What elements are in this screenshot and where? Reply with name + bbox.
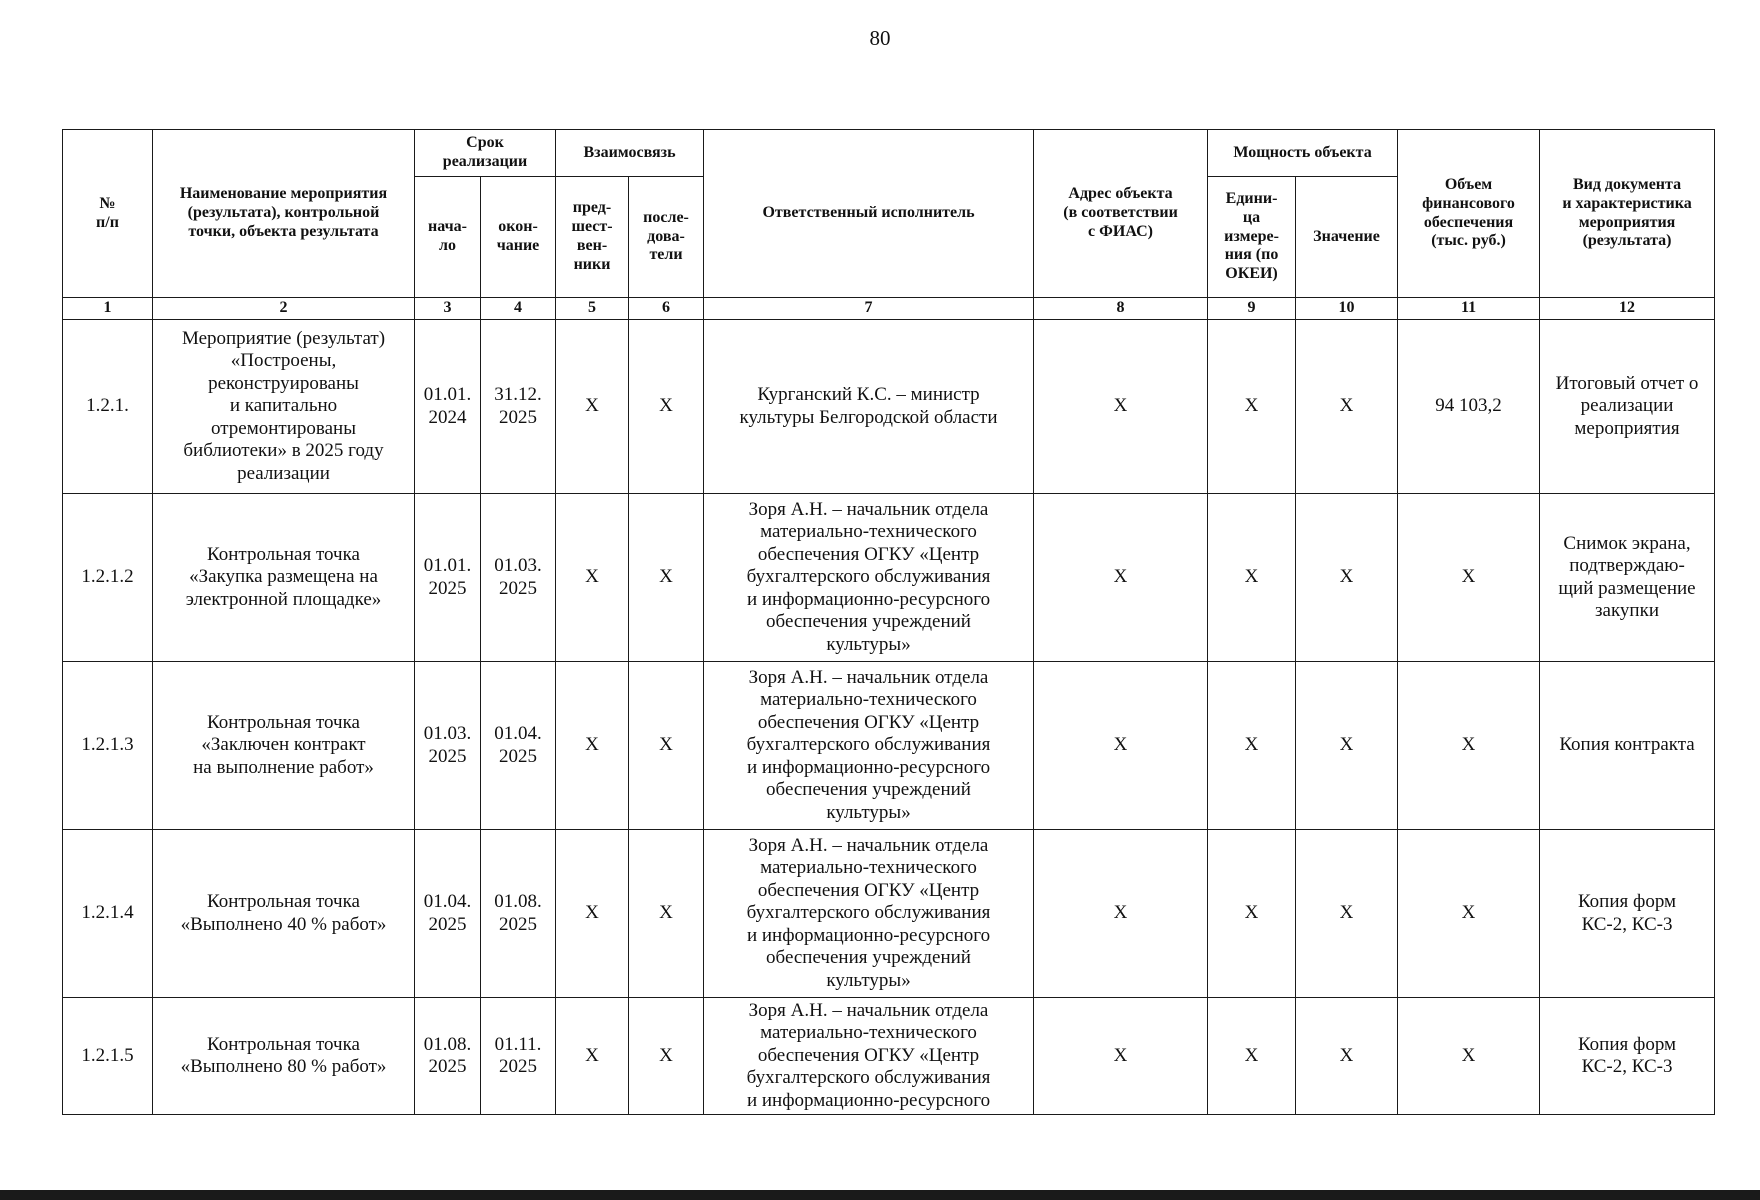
text-line: 2025: [499, 745, 537, 767]
column-number: 11: [1398, 298, 1540, 320]
text-line: 2025: [428, 1056, 467, 1078]
row-successors: Х: [629, 320, 704, 494]
text-line: 2025: [428, 577, 467, 599]
row-end-date: [481, 830, 556, 998]
text-line: 2024: [428, 406, 467, 428]
text-line: и информационно-ресурсного: [746, 924, 991, 946]
row-end-date: [481, 494, 556, 662]
text-line: Копия форм: [1577, 1033, 1677, 1055]
text-line: 01.01.: [423, 384, 472, 406]
row-address: Х: [1034, 998, 1208, 1115]
text-line: 2025: [428, 745, 467, 767]
table-body: [63, 320, 1715, 1115]
text-line: и информационно-ресурсного: [746, 1089, 991, 1111]
text-line: «Построены,: [230, 350, 337, 372]
row-predecessors: Х: [556, 830, 629, 998]
text-line: (в соответствии: [1063, 204, 1178, 222]
row-responsible: [704, 494, 1034, 662]
row-document: [1540, 494, 1715, 662]
text-line: ОКЕИ): [1225, 265, 1278, 283]
text-line: материально-технического: [760, 857, 977, 879]
row-address: Х: [1034, 320, 1208, 494]
text-line: точки, объекта результата: [188, 222, 379, 240]
text-line: после-: [643, 208, 689, 226]
text-line: окон-: [498, 218, 538, 236]
text-line: Адрес объекта: [1068, 185, 1173, 203]
row-document: [1540, 830, 1715, 998]
text-line: реализации: [442, 153, 528, 170]
text-line: Контрольная точка: [207, 891, 360, 913]
text-line: мероприятия: [1574, 417, 1680, 439]
row-responsible: [704, 320, 1034, 494]
text-line: Едини-: [1225, 189, 1278, 207]
row-unit: Х: [1208, 494, 1296, 662]
text-line: Контрольная точка: [207, 711, 360, 733]
text-line: 01.08.: [494, 891, 542, 913]
text-line: культуры Белгородской области: [739, 406, 998, 428]
column-number: 4: [481, 298, 556, 320]
text-line: Курганский К.С. – министр: [757, 384, 980, 406]
text-line: 01.03.: [494, 555, 542, 577]
text-line: с ФИАС): [1088, 222, 1153, 240]
text-line: 01.08.: [423, 1033, 472, 1055]
row-value: Х: [1296, 830, 1398, 998]
text-line: на выполнение работ»: [193, 756, 374, 778]
row-start-date: [415, 320, 481, 494]
text-line: обеспечения: [1423, 213, 1514, 231]
row-finance: Х: [1398, 494, 1540, 662]
column-number: 12: [1540, 298, 1715, 320]
column-number: 3: [415, 298, 481, 320]
text-line: обеспечения ОГКУ «Центр: [757, 711, 980, 733]
text-line: Копия контракта: [1559, 734, 1695, 756]
text-line: 2025: [428, 913, 467, 935]
text-line: бухгалтерского обслуживания: [746, 902, 991, 924]
text-line: отремонтированы: [211, 417, 356, 439]
row-successors: Х: [629, 494, 704, 662]
row-number: 1.2.1.4: [63, 830, 153, 998]
text-line: культуры»: [826, 969, 911, 991]
header-num: [63, 130, 153, 298]
table-row: [63, 320, 1715, 494]
row-name: [153, 320, 415, 494]
text-line: электронной площадке»: [185, 588, 382, 610]
header-address: [1034, 130, 1208, 298]
text-line: ники: [573, 255, 611, 273]
column-number: 9: [1208, 298, 1296, 320]
text-line: и информационно-ресурсного: [746, 756, 991, 778]
text-line: 01.04.: [494, 723, 542, 745]
row-predecessors: Х: [556, 320, 629, 494]
row-end-date: [481, 998, 556, 1115]
row-start-date: [415, 830, 481, 998]
table-row: [63, 998, 1715, 1115]
text-line: Наименование мероприятия: [179, 185, 388, 203]
text-line: Срок: [466, 134, 504, 152]
header-predecessors: [556, 177, 629, 298]
text-line: дова-: [647, 227, 685, 245]
header-responsible: Ответственный исполнитель: [704, 130, 1034, 298]
row-document: [1540, 320, 1715, 494]
text-line: финансового: [1422, 194, 1515, 212]
column-number-row: [63, 298, 1715, 320]
text-line: обеспечения ОГКУ «Центр: [757, 879, 980, 901]
text-line: «Закупка размещена на: [189, 566, 378, 588]
row-successors: Х: [629, 662, 704, 830]
row-predecessors: Х: [556, 998, 629, 1115]
row-finance: Х: [1398, 998, 1540, 1115]
text-line: материально-технического: [760, 689, 977, 711]
header-name: [153, 130, 415, 298]
text-line: и характеристика: [1562, 194, 1692, 212]
row-address: Х: [1034, 662, 1208, 830]
row-unit: Х: [1208, 320, 1296, 494]
text-line: (результата), контрольной: [187, 204, 380, 222]
plan-table: [62, 129, 1715, 1115]
text-line: 2025: [499, 577, 537, 599]
header-successors: [629, 177, 704, 298]
text-line: Контрольная точка: [207, 543, 360, 565]
row-predecessors: Х: [556, 494, 629, 662]
text-line: обеспечения учреждений: [766, 947, 971, 969]
text-line: «Выполнено 40 % работ»: [180, 913, 387, 935]
text-line: тели: [649, 246, 683, 264]
text-line: Объем: [1444, 175, 1493, 193]
text-line: бухгалтерского обслуживания: [746, 734, 991, 756]
row-number: 1.2.1.5: [63, 998, 153, 1115]
row-start-date: [415, 998, 481, 1115]
text-line: 01.03.: [423, 723, 472, 745]
text-line: №: [99, 194, 116, 212]
text-line: ца: [1242, 208, 1261, 226]
text-line: «Заключен контракт: [201, 734, 366, 756]
text-line: бухгалтерского обслуживания: [746, 1067, 991, 1089]
row-name: [153, 662, 415, 830]
text-line: 2025: [499, 913, 537, 935]
row-unit: Х: [1208, 830, 1296, 998]
text-line: Зоря А.Н. – начальник отдела: [748, 499, 989, 521]
row-unit: Х: [1208, 662, 1296, 830]
text-line: Зоря А.Н. – начальник отдела: [748, 667, 989, 689]
row-address: Х: [1034, 494, 1208, 662]
row-value: Х: [1296, 320, 1398, 494]
row-end-date: [481, 662, 556, 830]
header-value: Значение: [1296, 177, 1398, 298]
text-line: вен-: [576, 237, 608, 254]
text-line: ло: [439, 237, 456, 254]
text-line: КС-2, КС-3: [1581, 913, 1673, 935]
text-line: обеспечения ОГКУ «Центр: [757, 1044, 980, 1066]
column-number: 8: [1034, 298, 1208, 320]
text-line: Зоря А.Н. – начальник отдела: [748, 835, 989, 857]
text-line: (результата): [1582, 232, 1672, 250]
row-name: [153, 998, 415, 1115]
text-line: пред-: [572, 199, 612, 217]
text-line: ния (по: [1224, 246, 1279, 264]
column-number: 5: [556, 298, 629, 320]
row-document: [1540, 998, 1715, 1115]
column-number: 10: [1296, 298, 1398, 320]
header-term: [415, 130, 556, 177]
table-header: [63, 130, 1715, 320]
text-line: закупки: [1595, 599, 1659, 621]
text-line: мероприятия: [1578, 213, 1676, 231]
text-line: (тыс. руб.): [1431, 232, 1506, 250]
text-line: п/п: [96, 213, 119, 231]
column-number: 7: [704, 298, 1034, 320]
row-name: [153, 494, 415, 662]
page-bottom-edge: [0, 1190, 1760, 1200]
row-predecessors: Х: [556, 662, 629, 830]
text-line: 01.01.: [423, 555, 472, 577]
table-row: [63, 662, 1715, 830]
text-line: Копия форм: [1577, 891, 1677, 913]
row-value: Х: [1296, 494, 1398, 662]
text-line: нача-: [428, 218, 467, 236]
row-value: Х: [1296, 998, 1398, 1115]
text-line: Итоговый отчет о: [1555, 372, 1699, 394]
text-line: бухгалтерского обслуживания: [746, 566, 991, 588]
column-number: 1: [63, 298, 153, 320]
table-row: [63, 830, 1715, 998]
row-finance: Х: [1398, 830, 1540, 998]
row-number: 1.2.1.: [63, 320, 153, 494]
text-line: реализации: [237, 462, 330, 484]
column-number: 6: [629, 298, 704, 320]
text-line: подтверждаю-: [1569, 555, 1685, 577]
text-line: шест-: [571, 218, 613, 236]
header-unit: [1208, 177, 1296, 298]
text-line: 01.04.: [423, 891, 472, 913]
row-number: 1.2.1.2: [63, 494, 153, 662]
text-line: Контрольная точка: [207, 1033, 360, 1055]
table-row: [63, 494, 1715, 662]
text-line: обеспечения учреждений: [766, 611, 971, 633]
text-line: 31.12.: [494, 384, 542, 406]
row-start-date: [415, 662, 481, 830]
row-successors: Х: [629, 830, 704, 998]
text-line: Вид документа: [1572, 175, 1682, 193]
text-line: чание: [496, 237, 540, 254]
row-number: 1.2.1.3: [63, 662, 153, 830]
text-line: «Выполнено 80 % работ»: [180, 1056, 387, 1078]
text-line: Зоря А.Н. – начальник отдела: [748, 1000, 989, 1021]
text-line: измере-: [1224, 227, 1279, 245]
row-value: Х: [1296, 662, 1398, 830]
row-responsible: [704, 998, 1034, 1115]
row-start-date: [415, 494, 481, 662]
row-finance: 94 103,2: [1398, 320, 1540, 494]
text-line: культуры»: [826, 633, 911, 655]
header-end: [481, 177, 556, 298]
header-power: Мощность объекта: [1208, 130, 1398, 177]
row-successors: Х: [629, 998, 704, 1115]
header-link: Взаимосвязь: [556, 130, 704, 177]
row-name: [153, 830, 415, 998]
column-number: 2: [153, 298, 415, 320]
text-line: и информационно-ресурсного: [746, 588, 991, 610]
row-document: [1540, 662, 1715, 830]
text-line: Снимок экрана,: [1563, 532, 1691, 554]
text-line: Мероприятие (результат): [181, 328, 386, 350]
text-line: реализации: [1580, 395, 1674, 417]
text-line: культуры»: [826, 801, 911, 823]
text-line: обеспечения ОГКУ «Центр: [757, 543, 980, 565]
text-line: реконструированы: [208, 372, 359, 394]
header-start: [415, 177, 481, 298]
text-line: материально-технического: [760, 521, 977, 543]
text-line: и капитально: [229, 395, 338, 417]
text-line: щий размещение: [1558, 577, 1696, 599]
row-unit: Х: [1208, 998, 1296, 1115]
header-finance: [1398, 130, 1540, 298]
header-document: [1540, 130, 1715, 298]
text-line: материально-технического: [760, 1022, 977, 1044]
page-number: 80: [869, 26, 891, 50]
row-end-date: [481, 320, 556, 494]
text-line: 2025: [499, 406, 537, 428]
row-responsible: [704, 662, 1034, 830]
row-finance: Х: [1398, 662, 1540, 830]
text-line: 2025: [499, 1056, 537, 1078]
row-address: Х: [1034, 830, 1208, 998]
text-line: библиотеки» в 2025 году: [183, 440, 384, 462]
text-line: обеспечения учреждений: [766, 779, 971, 801]
row-responsible: [704, 830, 1034, 998]
text-line: КС-2, КС-3: [1581, 1056, 1673, 1078]
text-line: 01.11.: [494, 1033, 542, 1055]
